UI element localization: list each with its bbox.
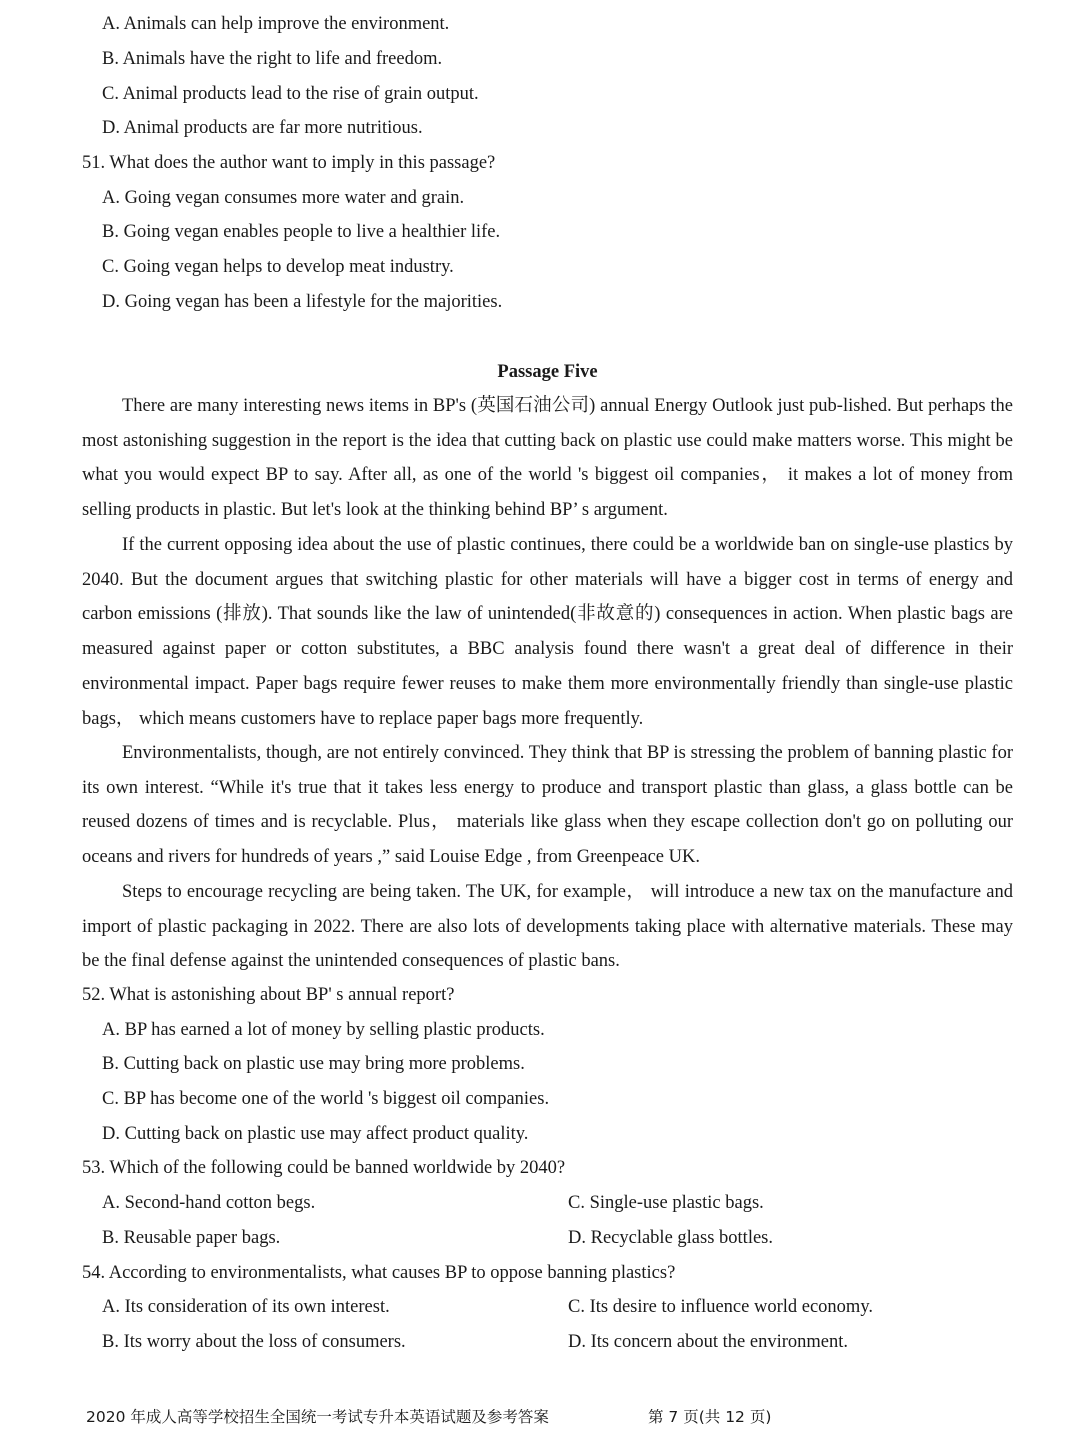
- q52-question: 52. What is astonishing about BP' s annual report?: [82, 985, 455, 1005]
- q52-option-b: B. Cutting back on plastic use may bring more problems.: [102, 1054, 525, 1074]
- q50-option-d: D. Animal products are far more nutritious.: [102, 118, 423, 138]
- q53-option-d: D. Recyclable glass bottles.: [568, 1228, 773, 1248]
- passage-title: Passage Five: [497, 362, 598, 382]
- q53-question: 53. Which of the following could be banned worldwide by 2040?: [82, 1158, 566, 1178]
- passage-paragraph-1-text: There are many interesting news items in BP's (英国石油公司) annual Energy Outlook just pub-lished. But perhaps the most astonishing suggestion in the report is the idea that cutting back on plastic use could make matters worse. This might be what you would expect BP to say. After all, as one of the world 's biggest oil companies， it makes a lot of money from selling products in plastic. But let's look at the thinking behind BP’ s argument.: [82, 396, 1013, 521]
- passage-paragraph-2: [82, 528, 1013, 736]
- passage-paragraph-3-text: Environmentalists, though, are not entirely convinced. They think that BP is stressing the problem of banning plastic for its own interest. “While it's true that it takes less energy to produce and transport plastic than glass, a glass bottle can be reused dozens of times and is recyclable. Plus， materials like glass when they escape collection don't go on polluting our oceans and rivers for hundreds of years ,” said Louise Edge , from Greenpeace UK.: [82, 743, 1013, 868]
- q52-option-a: A. BP has earned a lot of money by selling plastic products.: [102, 1020, 545, 1040]
- q54-option-d: D. Its concern about the environment.: [568, 1332, 848, 1352]
- footer-exam-title: 2020 年成人高等学校招生全国统一考试专升本英语试题及参考答案: [86, 1408, 549, 1426]
- q51-option-d: D. Going vegan has been a lifestyle for the majorities.: [102, 292, 503, 312]
- q53-option-a: A. Second-hand cotton begs.: [102, 1193, 316, 1213]
- q54-question: 54. According to environmentalists, what causes BP to oppose banning plastics?: [82, 1263, 676, 1283]
- q52-option-d: D. Cutting back on plastic use may affect product quality.: [102, 1124, 529, 1144]
- q54-option-b: B. Its worry about the loss of consumers.: [102, 1332, 406, 1352]
- footer-page-number: 第 7 页(共 12 页): [648, 1408, 772, 1426]
- q54-option-a: A. Its consideration of its own interest.: [102, 1297, 390, 1317]
- q51-question: 51. What does the author want to imply in this passage?: [82, 153, 496, 173]
- passage-paragraph-3: [82, 736, 1013, 875]
- q51-option-b: B. Going vegan enables people to live a healthier life.: [102, 222, 501, 242]
- q50-option-a: A. Animals can help improve the environment.: [102, 14, 450, 34]
- q50-option-c: C. Animal products lead to the rise of grain output.: [102, 84, 479, 104]
- passage-paragraph-2-text: If the current opposing idea about the use of plastic continues, there could be a worldwide ban on single-use plastics by 2040. But the document argues that switching plastic for other materials will have a bigger cost in terms of energy and carbon emissions (排放). That sounds like the law of unintended(非故意的) consequences in action. When plastic bags are measured against paper or cotton substitutes, a BBC analysis found there wasn't a great deal of difference in their environmental impact. Paper bags require fewer reuses to make them more environmentally friendly than single-use plastic bags， which means customers have to replace paper bags more frequently.: [82, 535, 1013, 729]
- q51-option-a: A. Going vegan consumes more water and grain.: [102, 188, 465, 208]
- passage-paragraph-4: [82, 875, 1013, 979]
- q52-option-c: C. BP has become one of the world 's biggest oil companies.: [102, 1089, 550, 1109]
- q53-option-b: B. Reusable paper bags.: [102, 1228, 281, 1248]
- passage-paragraph-4-text: Steps to encourage recycling are being taken. The UK, for example， will introduce a new tax on the manufacture and import of plastic packaging in 2022. There are also lots of developments taking place with alternative materials. These may be the final defense against the unintended consequences of plastic bans.: [82, 882, 1013, 972]
- q53-option-c: C. Single-use plastic bags.: [568, 1193, 764, 1213]
- q54-option-c: C. Its desire to influence world economy.: [568, 1297, 873, 1317]
- q51-option-c: C. Going vegan helps to develop meat industry.: [102, 257, 454, 277]
- q50-option-b: B. Animals have the right to life and freedom.: [102, 49, 443, 69]
- passage-paragraph-1: [82, 389, 1013, 528]
